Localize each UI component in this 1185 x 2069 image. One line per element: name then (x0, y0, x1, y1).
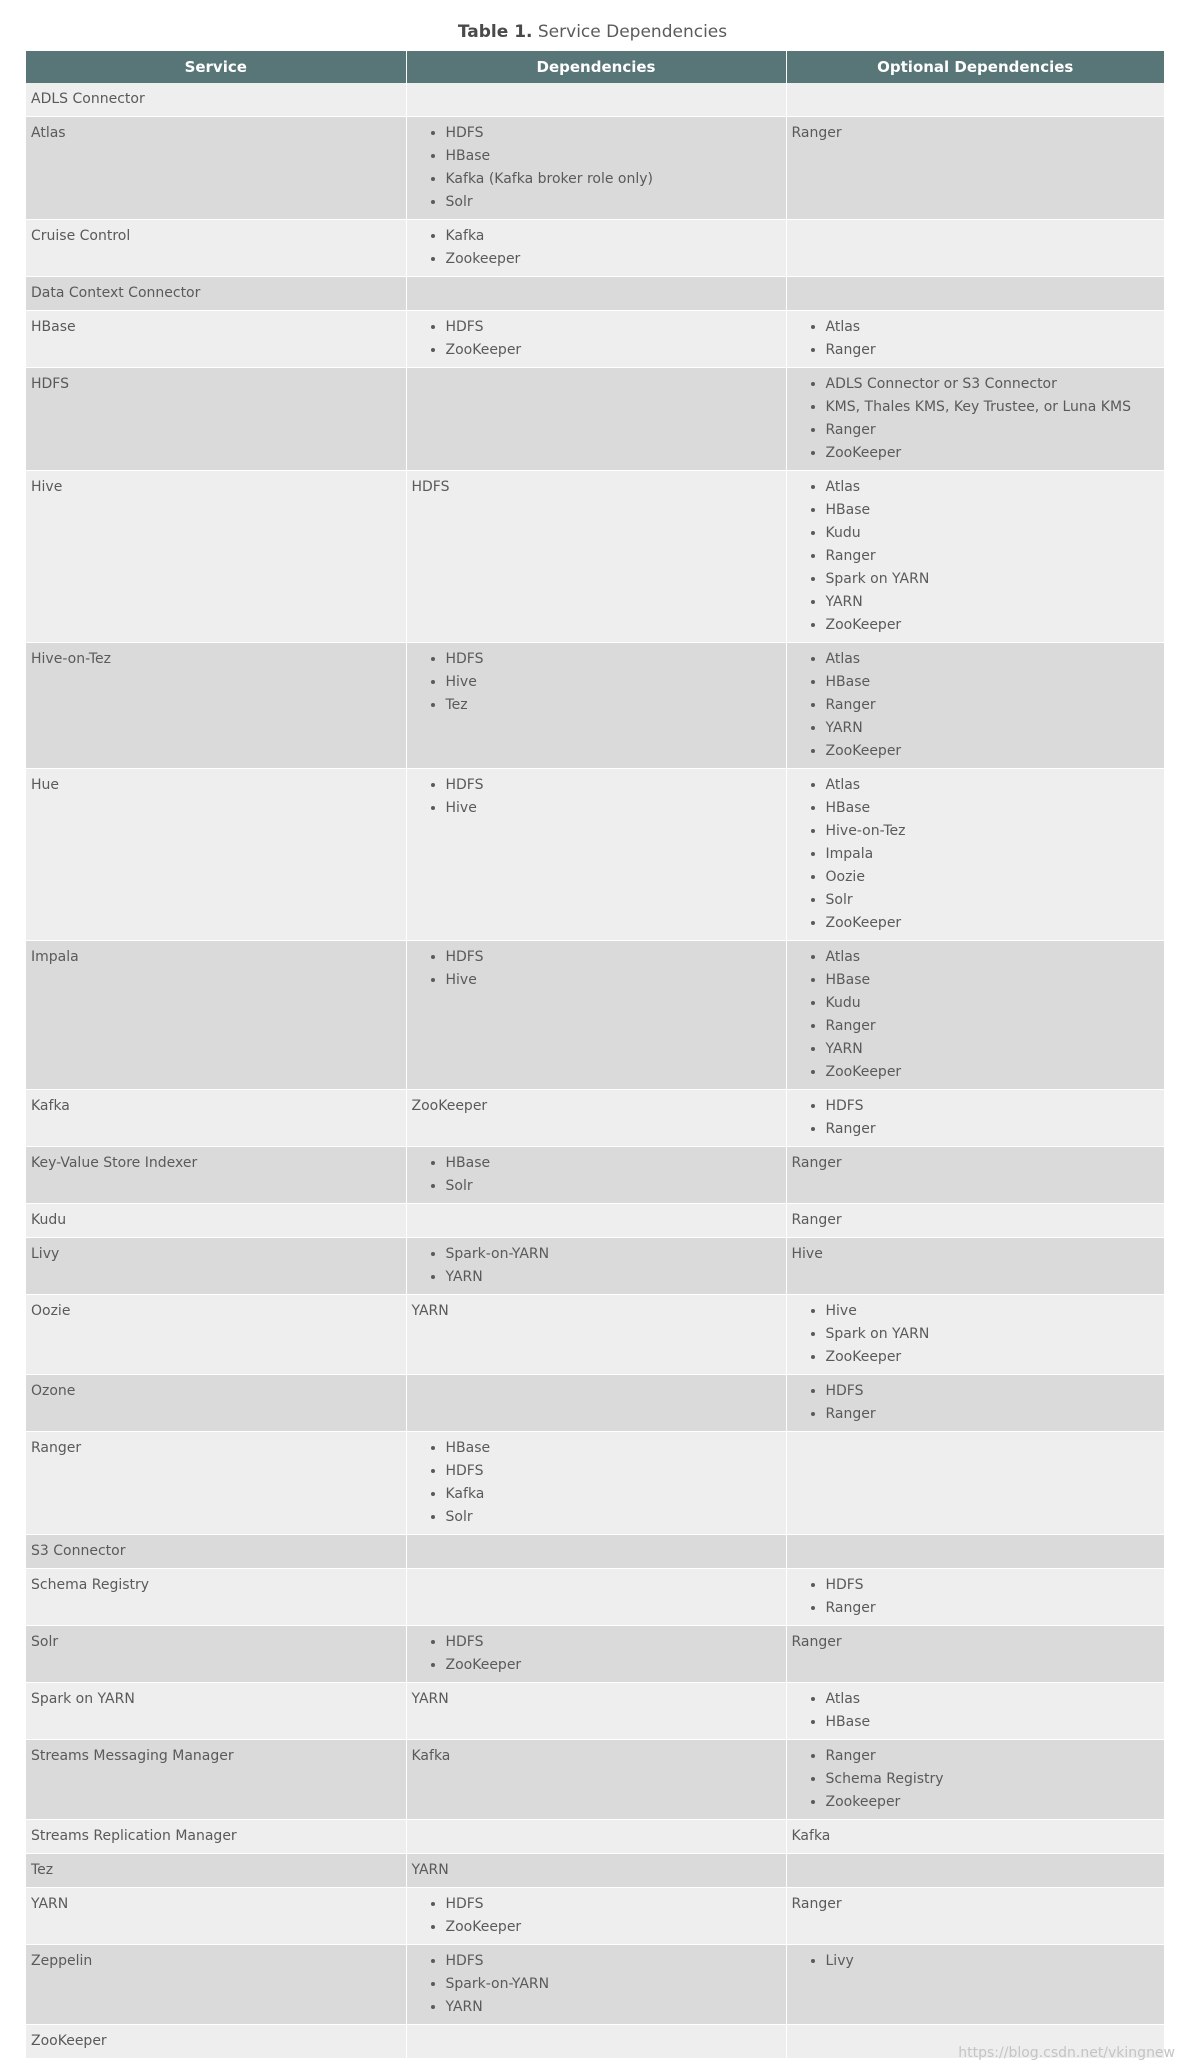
dependency-list-item: • Kafka (446, 225, 781, 248)
table-row (26, 117, 1164, 220)
dependencies-cell (406, 1626, 786, 1683)
table-row (26, 277, 1164, 311)
header-dependencies: Dependencies (406, 51, 786, 83)
dependency-list-item: • Atlas (826, 316, 1160, 339)
dependency-list (792, 1745, 1160, 1814)
optional-dependencies-cell (786, 1945, 1164, 2025)
table-row (26, 1740, 1164, 1820)
dependency-list-item: • Spark-on-YARN (446, 1973, 781, 1996)
table-header-row (26, 51, 1164, 83)
table-row (26, 769, 1164, 941)
dependency-list (412, 946, 781, 992)
table-row (26, 1945, 1164, 2025)
dependency-list (412, 1893, 781, 1939)
dependency-list-item: • HBase (826, 499, 1160, 522)
dependency-list (792, 774, 1160, 935)
dependency-list-item: • YARN (446, 1266, 781, 1289)
service-cell: Impala (26, 941, 406, 1090)
dependency-list-item: • Atlas (826, 774, 1160, 797)
dependency-list-item: • ZooKeeper (446, 339, 781, 362)
table-body (26, 83, 1164, 2059)
optional-dependencies-cell (786, 368, 1164, 471)
dependency-list-item: • ZooKeeper (826, 614, 1160, 637)
dependency-list-item: • Zookeeper (826, 1791, 1160, 1814)
dependency-list-item: • HDFS (446, 316, 781, 339)
dependencies-cell (406, 1147, 786, 1204)
service-cell: Tez (26, 1854, 406, 1888)
table-row (26, 643, 1164, 769)
dependencies-cell (406, 83, 786, 117)
dependency-list (412, 1950, 781, 2019)
table-row (26, 1626, 1164, 1683)
dependency-list (792, 1950, 1160, 1973)
dependency-list-item: • HDFS (446, 1460, 781, 1483)
dependency-list-item: • HDFS (826, 1574, 1160, 1597)
optional-dependencies-cell (786, 643, 1164, 769)
dependency-list-item: • Schema Registry (826, 1768, 1160, 1791)
table-row (26, 1888, 1164, 1945)
dependency-list-item: • Ranger (826, 1597, 1160, 1620)
dependencies-cell (406, 220, 786, 277)
dependency-list (792, 316, 1160, 362)
dependency-list-item: • YARN (826, 717, 1160, 740)
dependency-list-item: • YARN (446, 1996, 781, 2019)
service-cell: Ranger (26, 1432, 406, 1535)
dependency-list-item: • HBase (446, 1152, 781, 1175)
dependency-list (412, 225, 781, 271)
table-row (26, 1854, 1164, 1888)
dependency-list-item: • HBase (446, 1437, 781, 1460)
dependency-list-item: • ZooKeeper (826, 740, 1160, 763)
service-cell: ZooKeeper (26, 2025, 406, 2059)
dependencies-cell: YARN (406, 1295, 786, 1375)
dependency-list-item: • Hive (446, 671, 781, 694)
dependency-list-item: • HBase (826, 797, 1160, 820)
dependency-list-item: • HDFS (826, 1380, 1160, 1403)
service-cell: Kafka (26, 1090, 406, 1147)
table-row (26, 1683, 1164, 1740)
dependency-list-item: • Kudu (826, 992, 1160, 1015)
dependencies-cell (406, 311, 786, 368)
dependency-list-item: • Hive-on-Tez (826, 820, 1160, 843)
dependencies-cell: YARN (406, 1854, 786, 1888)
dependencies-cell (406, 1375, 786, 1432)
dependency-list-item: • Hive (446, 797, 781, 820)
optional-dependencies-cell (786, 1854, 1164, 1888)
dependency-list-item: • Kafka (Kafka broker role only) (446, 168, 781, 191)
dependencies-cell: HDFS (406, 471, 786, 643)
optional-dependencies-cell (786, 311, 1164, 368)
service-cell: Hive-on-Tez (26, 643, 406, 769)
dependency-list (792, 1095, 1160, 1141)
table-row (26, 1569, 1164, 1626)
service-cell: Key-Value Store Indexer (26, 1147, 406, 1204)
optional-dependencies-cell (786, 1683, 1164, 1740)
dependency-list-item: • YARN (826, 591, 1160, 614)
dependency-list (412, 1152, 781, 1198)
dependencies-cell (406, 2025, 786, 2059)
table-row (26, 83, 1164, 117)
dependency-list-item: • Ranger (826, 1118, 1160, 1141)
dependency-list-item: • Atlas (826, 648, 1160, 671)
dependencies-cell: Kafka (406, 1740, 786, 1820)
service-cell: Schema Registry (26, 1569, 406, 1626)
dependencies-cell (406, 1888, 786, 1945)
service-cell: ADLS Connector (26, 83, 406, 117)
optional-dependencies-cell (786, 1090, 1164, 1147)
dependency-list-item: • HBase (826, 969, 1160, 992)
dependency-list-item: • HDFS (446, 1631, 781, 1654)
dependencies-cell (406, 1535, 786, 1569)
dependencies-cell (406, 368, 786, 471)
dependency-list-item: • Atlas (826, 476, 1160, 499)
service-cell: Streams Replication Manager (26, 1820, 406, 1854)
dependency-list-item: • Atlas (826, 1688, 1160, 1711)
dependency-list (792, 1380, 1160, 1426)
dependency-list-item: • Hive (446, 969, 781, 992)
table-row (26, 368, 1164, 471)
service-cell: Spark on YARN (26, 1683, 406, 1740)
watermark: https://blog.csdn.net/vkingnew (958, 2045, 1175, 2061)
dependency-list-item: • Atlas (826, 946, 1160, 969)
dependencies-cell (406, 1204, 786, 1238)
dependency-list (792, 1574, 1160, 1620)
optional-dependencies-cell (786, 277, 1164, 311)
dependency-list-item: • Solr (826, 889, 1160, 912)
optional-dependencies-cell: Ranger (786, 1147, 1164, 1204)
dependency-list-item: • KMS, Thales KMS, Key Trustee, or Luna KMS (826, 396, 1160, 419)
dependency-list-item: • Kafka (446, 1483, 781, 1506)
service-cell: YARN (26, 1888, 406, 1945)
dependency-list (792, 373, 1160, 465)
dependency-list-item: • Ranger (826, 1403, 1160, 1426)
service-cell: Data Context Connector (26, 277, 406, 311)
service-cell: S3 Connector (26, 1535, 406, 1569)
dependency-list-item: • Impala (826, 843, 1160, 866)
dependency-list-item: • ZooKeeper (826, 442, 1160, 465)
dependency-list-item: • ZooKeeper (826, 1061, 1160, 1084)
dependencies-cell (406, 769, 786, 941)
dependency-list-item: • HDFS (446, 946, 781, 969)
dependency-list-item: • HBase (826, 1711, 1160, 1734)
table-row (26, 1375, 1164, 1432)
dependencies-cell (406, 277, 786, 311)
table-row (26, 1432, 1164, 1535)
dependency-list (412, 1437, 781, 1529)
dependency-list-item: • Ranger (826, 419, 1160, 442)
service-cell: Cruise Control (26, 220, 406, 277)
optional-dependencies-cell (786, 1295, 1164, 1375)
dependency-list-item: • Kudu (826, 522, 1160, 545)
table-row (26, 311, 1164, 368)
dependencies-cell (406, 1569, 786, 1626)
dependencies-cell: YARN (406, 1683, 786, 1740)
dependency-list-item: • ADLS Connector or S3 Connector (826, 373, 1160, 396)
dependency-list-item: • ZooKeeper (826, 1346, 1160, 1369)
table-row (26, 1090, 1164, 1147)
service-cell: HBase (26, 311, 406, 368)
table-row (26, 1147, 1164, 1204)
dependency-list (412, 316, 781, 362)
table-row (26, 1295, 1164, 1375)
dependency-list-item: • ZooKeeper (446, 1654, 781, 1677)
dependency-list-item: • Oozie (826, 866, 1160, 889)
dependency-list-item: • Ranger (826, 1015, 1160, 1038)
service-cell: HDFS (26, 368, 406, 471)
dependency-list-item: • Ranger (826, 545, 1160, 568)
service-cell: Livy (26, 1238, 406, 1295)
dependency-list-item: • Spark-on-YARN (446, 1243, 781, 1266)
table-caption (0, 22, 1185, 42)
table-row (26, 1238, 1164, 1295)
dependency-list-item: • HDFS (446, 1950, 781, 1973)
dependencies-cell (406, 643, 786, 769)
dependency-list-item: • Ranger (826, 1745, 1160, 1768)
dependency-list-item: • Ranger (826, 339, 1160, 362)
table-row (26, 1204, 1164, 1238)
service-dependencies-table (26, 51, 1164, 2059)
table-row (26, 1820, 1164, 1854)
dependency-list-item: • Zookeeper (446, 248, 781, 271)
dependency-list-item: • HBase (446, 145, 781, 168)
dependency-list-item: • Hive (826, 1300, 1160, 1323)
dependency-list-item: • Solr (446, 1175, 781, 1198)
service-cell: Hue (26, 769, 406, 941)
service-cell: Zeppelin (26, 1945, 406, 2025)
dependencies-cell (406, 1432, 786, 1535)
dependency-list-item: • Livy (826, 1950, 1160, 1973)
dependency-list-item: • HDFS (446, 1893, 781, 1916)
table-row (26, 220, 1164, 277)
table-row (26, 1535, 1164, 1569)
dependency-list-item: • ZooKeeper (446, 1916, 781, 1939)
service-cell: Hive (26, 471, 406, 643)
service-cell: Atlas (26, 117, 406, 220)
dependencies-cell (406, 1238, 786, 1295)
dependency-list-item: • HDFS (446, 122, 781, 145)
optional-dependencies-cell: Ranger (786, 117, 1164, 220)
optional-dependencies-cell (786, 83, 1164, 117)
table-row (26, 471, 1164, 643)
dependency-list (792, 1688, 1160, 1734)
optional-dependencies-cell (786, 1432, 1164, 1535)
service-cell: Oozie (26, 1295, 406, 1375)
dependency-list (792, 648, 1160, 763)
dependencies-cell (406, 117, 786, 220)
dependency-list-item: • Spark on YARN (826, 1323, 1160, 1346)
dependency-list-item: • Spark on YARN (826, 568, 1160, 591)
header-optional-dependencies: Optional Dependencies (786, 51, 1164, 83)
table-row (26, 941, 1164, 1090)
dependency-list (792, 1300, 1160, 1369)
header-service: Service (26, 51, 406, 83)
dependency-list (412, 122, 781, 214)
service-cell: Streams Messaging Manager (26, 1740, 406, 1820)
dependencies-cell (406, 941, 786, 1090)
optional-dependencies-cell (786, 1375, 1164, 1432)
dependencies-cell (406, 1820, 786, 1854)
dependency-list-item: • HDFS (446, 774, 781, 797)
dependency-list-item: • ZooKeeper (826, 912, 1160, 935)
service-cell: Kudu (26, 1204, 406, 1238)
dependency-list-item: • Tez (446, 694, 781, 717)
dependency-list (412, 774, 781, 820)
dependency-list-item: • HDFS (446, 648, 781, 671)
dependency-list-item: • HDFS (826, 1095, 1160, 1118)
optional-dependencies-cell (786, 1740, 1164, 1820)
dependency-list-item: • HBase (826, 671, 1160, 694)
optional-dependencies-cell: Ranger (786, 1888, 1164, 1945)
dependency-list-item: • Solr (446, 191, 781, 214)
dependency-list (792, 476, 1160, 637)
dependency-list (412, 648, 781, 717)
optional-dependencies-cell (786, 1535, 1164, 1569)
optional-dependencies-cell: Hive (786, 1238, 1164, 1295)
optional-dependencies-cell (786, 769, 1164, 941)
dependency-list (412, 1243, 781, 1289)
table-caption-label: Table 1. (457, 22, 533, 42)
service-cell: Ozone (26, 1375, 406, 1432)
optional-dependencies-cell (786, 471, 1164, 643)
dependency-list-item: • YARN (826, 1038, 1160, 1061)
table-caption-text: Service Dependencies (537, 22, 728, 42)
dependencies-cell: ZooKeeper (406, 1090, 786, 1147)
dependency-list-item: • Ranger (826, 694, 1160, 717)
dependency-list-item: • Solr (446, 1506, 781, 1529)
optional-dependencies-cell: Kafka (786, 1820, 1164, 1854)
optional-dependencies-cell: Ranger (786, 1204, 1164, 1238)
optional-dependencies-cell: Ranger (786, 1626, 1164, 1683)
optional-dependencies-cell (786, 941, 1164, 1090)
dependencies-cell (406, 1945, 786, 2025)
service-cell: Solr (26, 1626, 406, 1683)
dependency-list (412, 1631, 781, 1677)
optional-dependencies-cell (786, 220, 1164, 277)
dependency-list (792, 946, 1160, 1084)
optional-dependencies-cell (786, 1569, 1164, 1626)
